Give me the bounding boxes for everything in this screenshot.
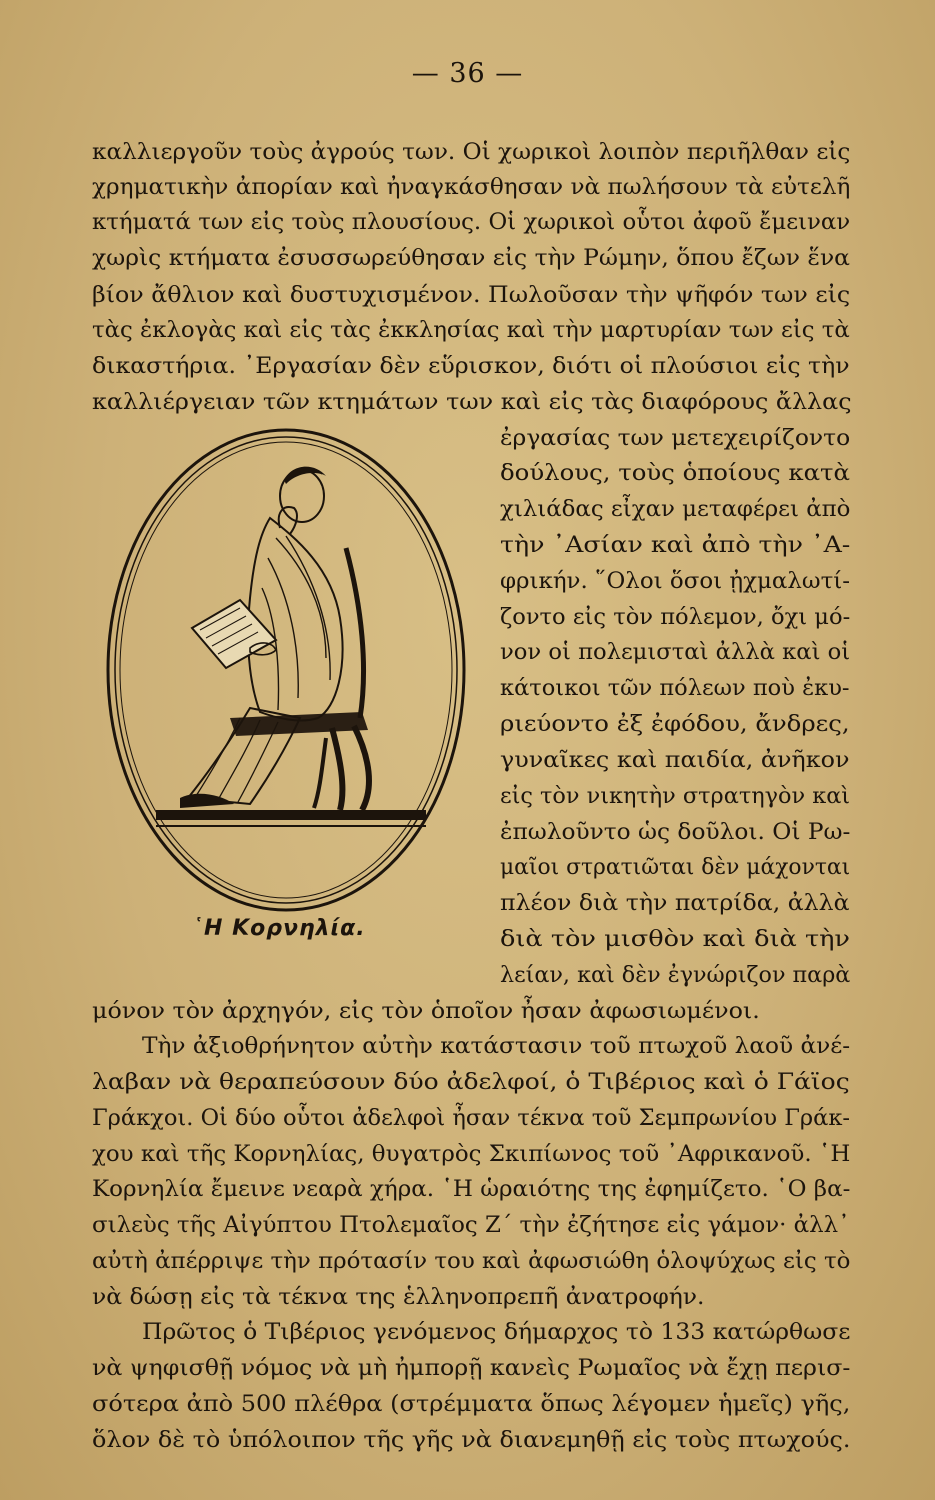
text-line: χου καὶ τῆς Κορνηλίας, θυγατρὸς Σκιπίωνος τοῦ ᾿Αφρικανοῦ. ῾Η: [92, 1142, 851, 1167]
text-line: Γράκχοι. Οἱ δύο οὗτοι ἀδελφοὶ ἦσαν τέκνα τοῦ Σεμπρωνίου Γράκ-: [92, 1106, 851, 1131]
text-line: ζοντο εἰς τὸν πόλεμον, ὄχι μό-: [500, 605, 851, 630]
text-line: βίον ἄθλιον καὶ δυστυχισμένον. Πωλοῦσαν τὴν ψῆφόν των εἰς: [92, 283, 851, 308]
text-line: Τὴν ἀξιοθρήνητον αὐτὴν κατάστασιν τοῦ πτωχοῦ λαοῦ ἀνέ-: [142, 1034, 851, 1059]
text-line: ἐργασίας των μετεχειρίζοντο: [500, 426, 851, 451]
text-line: νὰ ψηφισθῇ νόμος νὰ μὴ ἠμπορῇ κανεὶς Ρωμαῖος νὰ ἔχῃ περισ-: [92, 1356, 851, 1381]
text-line: σιλεὺς τῆς Αἰγύπτου Πτολεμαῖος Ζ´ τὴν ἐζήτησε εἰς γάμον· ἀλλ᾿: [92, 1213, 850, 1238]
cornelia-engraving-icon: [100, 418, 478, 918]
text-line: νὰ δώσῃ εἰς τὰ τέκνα της ἑλληνοπρεπῆ ἀνατροφήν.: [92, 1285, 705, 1310]
figure-caption: ῾Η Κορνηλία.: [192, 916, 366, 941]
text-line: γυναῖκες καὶ παιδία, ἀνῆκον: [500, 748, 850, 773]
text-line: λείαν, καὶ δὲν ἐγνώριζον παρὰ: [500, 963, 851, 988]
text-line: πλέον διὰ τὴν πατρίδα, ἀλλὰ: [500, 891, 850, 916]
text-line: χιλιάδας εἶχαν μεταφέρει ἀπὸ: [500, 497, 851, 522]
text-line: ριεύοντο ἐξ ἐφόδου, ἄνδρες,: [500, 712, 850, 737]
text-line: τὰς ἐκλογὰς καὶ εἰς τὰς ἐκκλησίας καὶ τὴν μαρτυρίαν των εἰς τὰ: [92, 318, 850, 343]
text-line: μαῖοι στρατιῶται δὲν μάχονται: [500, 855, 851, 880]
text-line: εἰς τὸν νικητὴν στρατηγὸν καὶ: [500, 784, 851, 809]
text-line: λαβαν νὰ θεραπεύσουν δύο ἀδελφοί, ὁ Τιβέριος καὶ ὁ Γάϊος: [92, 1070, 850, 1095]
text-line: τὴν ᾿Ασίαν καὶ ἀπὸ τὴν ᾿Α-: [500, 533, 851, 558]
text-line: νον οἱ πολεμισταὶ ἀλλὰ καὶ οἱ: [500, 640, 851, 665]
text-line: χωρὶς κτήματα ἐσυσσωρεύθησαν εἰς τὴν Ρώμην, ὅπου ἔζων ἕνα: [92, 246, 850, 271]
page-number: — 36 —: [411, 58, 524, 89]
text-line: διὰ τὸν μισθὸν καὶ διὰ τὴν: [500, 927, 850, 952]
text-line: σότερα ἀπὸ 500 πλέθρα (στρέμματα ὅπως λέγομεν ἡμεῖς) γῆς,: [92, 1392, 851, 1417]
text-line: φρικήν. ῞Ολοι ὅσοι ᾐχμαλωτί-: [500, 569, 851, 594]
text-line: κάτοικοι τῶν πόλεων ποὺ ἐκυ-: [500, 676, 850, 701]
cornelia-illustration: [100, 418, 478, 958]
text-line: καλλιέργειαν τῶν κτημάτων των καὶ εἰς τὰς διαφόρους ἄλλας: [92, 390, 852, 415]
text-line: Κορνηλία ἔμεινε νεαρὰ χήρα. ῾Η ὡραιότης της ἐφημίζετο. ῾Ο βα-: [92, 1177, 851, 1202]
text-line: αὐτὴ ἀπέρριψε τὴν πρότασίν του καὶ ἀφωσιώθη ὁλοψύχως εἰς τὸ: [92, 1249, 851, 1274]
text-line: δικαστήρια. ᾿Εργασίαν δὲν εὕρισκον, διότι οἱ πλούσιοι εἰς τὴν: [92, 354, 850, 379]
text-line: Πρῶτος ὁ Τιβέριος γενόμενος δήμαρχος τὸ 133 κατώρθωσε: [142, 1320, 851, 1345]
text-line: ὅλον δὲ τὸ ὑπόλοιπον τῆς γῆς νὰ διανεμηθῇ εἰς τοὺς πτωχούς.: [92, 1428, 851, 1453]
text-line: μόνον τὸν ἀρχηγόν, εἰς τὸν ὁποῖον ἦσαν ἀφωσιωμένοι.: [92, 999, 760, 1024]
text-line: κτήματά των εἰς τοὺς πλουσίους. Οἱ χωρικοὶ οὗτοι ἀφοῦ ἔμειναν: [92, 210, 851, 235]
text-line: καλλιεργοῦν τοὺς ἀγρούς των. Οἱ χωρικοὶ λοιπὸν περιῆλθαν εἰς: [92, 140, 851, 165]
text-line: χρηματικὴν ἀπορίαν καὶ ἠναγκάσθησαν νὰ πωλήσουν τὰ εὐτελῆ: [92, 175, 851, 200]
text-line: δούλους, τοὺς ὁποίους κατὰ: [500, 461, 850, 486]
text-line: ἐπωλοῦντο ὡς δοῦλοι. Οἱ Ρω-: [500, 820, 851, 845]
